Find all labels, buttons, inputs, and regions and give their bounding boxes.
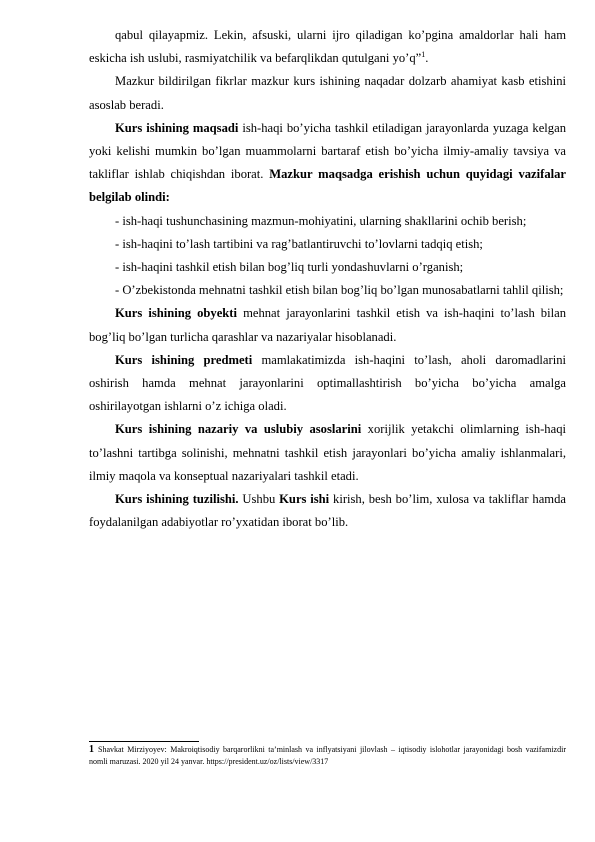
subject-text: mamlakatimizda ish-haqini to’lash, aholi daromadlarini oshirish hamda mehnat jarayonlarini optimallashtirish bo’yicha bo’yicha amalga oshirilayotgan ishlarni o’z ichiga oladi. — [89, 352, 567, 414]
footnote-divider — [89, 741, 199, 742]
paragraph-1-text: qabul qilayapmiz. Lekin, afsuski, ularni ijro qiladigan ko’pgina amaldorlar hali ham eskicha ish uslubi, rasmiyatchilik va befarqlikdan qutulgani yo’q” — [89, 28, 566, 66]
object-heading: Kurs ishining obyekti — [115, 306, 238, 321]
object-text: mehnat jarayonlarini tashkil etish va ish-haqini to’lash bilan bog’liq bo’lgan turlicha qarashlar va nazariyalar hisoblanadi. — [89, 306, 566, 344]
body-text — [89, 24, 566, 534]
footnote-mark: 1 — [89, 744, 94, 755]
paragraph-structure — [89, 488, 566, 534]
tasks-heading: Mazkur maqsadga erishish uchun quyidagi vazifalar belgilab olindi: — [89, 167, 567, 205]
structure-text-b: kirish, besh bo’lim, xulosa va takliflar hamda foydalanilgan adabiyotlar ro’yxatidan iborat bo’lib. — [89, 492, 566, 530]
subject-heading: Kurs ishining predmeti — [115, 352, 253, 367]
task-item-2: - ish-haqini to’lash tartibini va rag’batlantiruvchi to’lovlarni tadqiq etish; — [115, 236, 483, 251]
aim-text: ish-haqi bo’yicha tashkil etiladigan jarayonlarda yuzaga kelgan yoki kelishi mumkin bo’lgan muammolarni bartaraf etish bo’yicha ilmiy-amaliy tavsiya va takliflar ishlab chiqishdan iborat. — [89, 120, 566, 182]
paragraph-subject — [89, 349, 566, 419]
paragraph-foundations — [89, 418, 566, 488]
foundations-text: xorijlik yetakchi olimlarning ish-haqi to’lashni tartibga solinishi, mehnatni tashkil etish jarayonlari bo’yicha amaliy ishlanmalari, ilmiy maqola va konseptual nazariyalari tashkil etadi. — [89, 422, 566, 483]
structure-text-a: Ushbu — [238, 492, 280, 507]
paragraph-1-end: . — [425, 51, 429, 66]
footnote — [89, 744, 566, 768]
task-item-3: - ish-haqini tashkil etish bilan bog’liq turli yondashuvlarni o’rganish; — [115, 260, 464, 275]
paragraph-2: Mazkur bildirilgan fikrlar mazkur kurs ishining naqadar dolzarb ahamiyat kasb etishini asoslab beradi. — [89, 74, 566, 112]
paragraph-1 — [89, 24, 566, 70]
foundations-heading: Kurs ishining nazariy va uslubiy asoslarini — [115, 422, 362, 437]
task-item-4: - O’zbekistonda mehnatni tashkil etish bilan bog’liq bo’lgan munosabatlarni tahlil qilish; — [115, 283, 564, 298]
footnote-reference[interactable]: 1 — [421, 50, 426, 60]
structure-bold-term: Kurs ishi — [279, 492, 330, 507]
paragraph-aim — [89, 117, 566, 210]
paragraph-object — [89, 302, 566, 348]
structure-heading: Kurs ishining tuzilishi. — [115, 492, 239, 507]
task-item-1: - ish-haqi tushunchasining mazmun-mohiyatini, ularning shakllarini ochib berish; — [115, 213, 527, 228]
aim-heading: Kurs ishining maqsadi — [115, 120, 239, 135]
footnote-text: Shavkat Mirziyoyev: Makroiqtisodiy barqarorlikni ta’minlash va inflyatsiyani jilovlash – iqtisodiy islohotlar jarayonidagi bosh vazifamizdir nomli maruzasi. 2020 yil 24 yanvar. https://president.uz/oz/lists/view/3317 — [89, 745, 566, 766]
